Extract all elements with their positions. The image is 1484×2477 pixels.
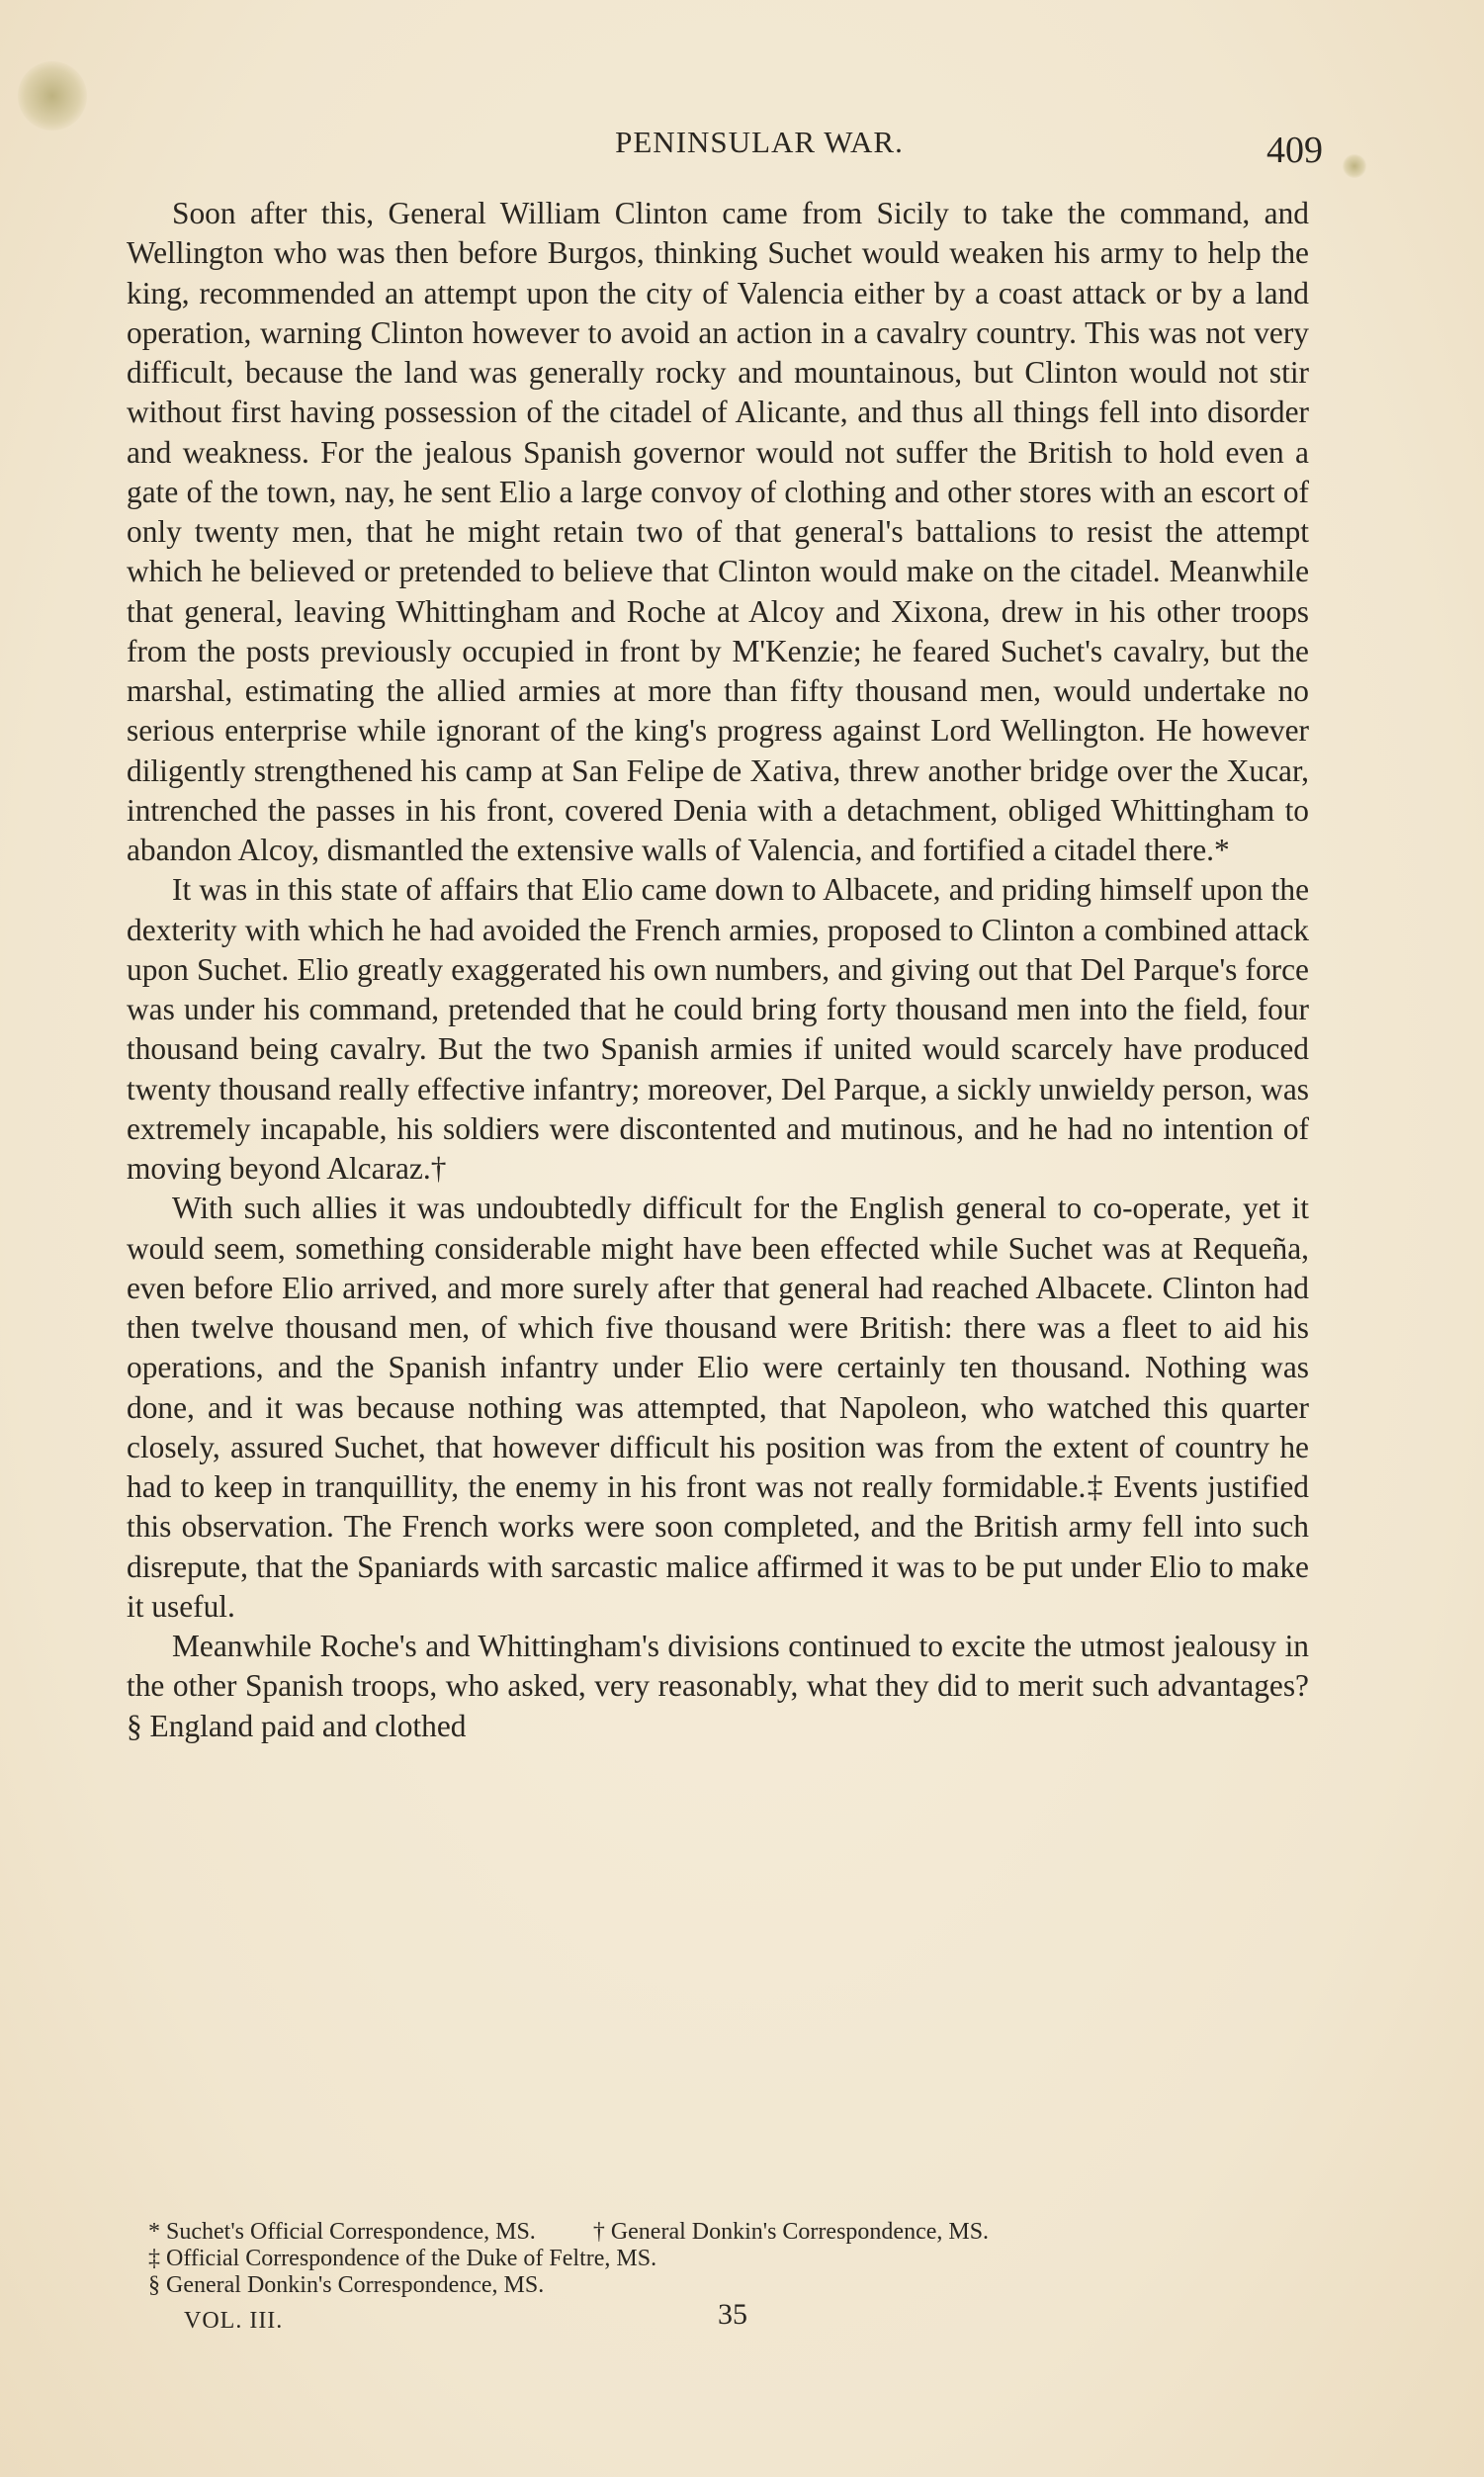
footnote-donkin-1: † General Donkin's Correspondence, MS. bbox=[592, 2219, 990, 2245]
paragraph-clinton-arrival: Soon after this, General William Clinton came from Sicily to take the command, and Wellington who was then before Burgos, thinking Suchet would weaken his army to help the king, recommended an attempt upon the city of Valencia either by a coast attack or by a land operation, warning Clinton however to avoid an action in a cavalry country. This was not very difficult, because the land was generally rocky and mountainous, but Clinton would not stir without first having possession of the citadel of Alicante, and thus all things fell into disorder and weakness. For the jealous Spanish governor would not suffer the British to hold even a gate of the town, nay, he sent Elio a large convoy of clothing and other stores with an escort of only twenty men, that he might retain two of that general's battalions to resist the attempt which he believed or pretended to believe that Clinton would make on the citadel. Meanwhile that general, leaving Whittingham and Roche at Alcoy and Xixona, drew in his other troops from the posts previously occupied in front by M'Kenzie; he feared Suchet's cavalry, but the marshal, estimating the allied armies at more than fifty thousand men, would undertake no serious enterprise while ignorant of the king's progress against Lord Wellington. He however diligently strengthened his camp at San Felipe de Xativa, threw another bridge over the Xucar, intrenched the passes in his front, covered Denia with a detachment, obliged Whittingham to abandon Alcoy, dismantled the extensive walls of Valencia, and fortified a citadel there.* bbox=[127, 196, 1309, 867]
footnote-row bbox=[148, 2219, 1315, 2246]
footnotes bbox=[148, 2219, 1315, 2299]
body-text bbox=[127, 194, 1309, 1746]
signature-mark: 35 bbox=[718, 2298, 747, 2331]
footnote-suchet: * Suchet's Official Correspondence, MS. bbox=[148, 2219, 536, 2245]
footnote-donkin-2: § General Donkin's Correspondence, MS. bbox=[148, 2272, 545, 2298]
paragraph-cooperation: With such allies it was undoubtedly difficult for the English general to co-operate, yet it would seem, something considerable might have been effected while Suchet was at Requeña, even before Elio arrived, and more surely after that general had reached Albacete. Clinton had then twelve thousand men, of which five thousand were British: there was a fleet to aid his operations, and the Spanish infantry under Elio were certainly ten thousand. Nothing was done, and it was because nothing was attempted, that Napoleon, who watched this quarter closely, assured Suchet, that however difficult his position was from the extent of country he had to keep in tranquillity, the enemy in his front was not really formidable.‡ Events justified this observation. The French works were soon completed, and the British army fell into such disrepute, that the Spaniards with sarcastic malice affirmed it was to be put under Elio to make it useful. bbox=[127, 1191, 1309, 1624]
paper-stain-top-right bbox=[1343, 154, 1366, 178]
page-number: 409 bbox=[1266, 130, 1323, 171]
footnote-feltre: ‡ Official Correspondence of the Duke of Feltre, MS. bbox=[148, 2246, 657, 2271]
volume-label: VOL. III. bbox=[184, 2308, 284, 2334]
paper-stain-top-left bbox=[18, 61, 87, 131]
running-head bbox=[127, 125, 1323, 174]
paragraph-roche-whittingham: Meanwhile Roche's and Whittingham's divisions continued to excite the utmost jealousy in the other Spanish troops, who asked, very reasonably, what they did to merit such advantages?§ England paid and clothed bbox=[127, 1629, 1309, 1743]
paragraph-elio-albacete: It was in this state of affairs that Elio came down to Albacete, and priding himself upon the dexterity with which he had avoided the French armies, proposed to Clinton a combined attack upon Suchet. Elio greatly exaggerated his own numbers, and giving out that Del Parque's force was under his command, pretended that he could bring forty thousand men into the field, four thousand being cavalry. But the two Spanish armies if united would scarcely have produced twenty thousand really effective infantry; moreover, Del Parque, a sickly unwieldy person, was extremely incapable, his soldiers were discontented and mutinous, and he had no intention of moving beyond Alcaraz.† bbox=[127, 872, 1309, 1186]
running-head-title: PENINSULAR WAR. bbox=[615, 125, 904, 159]
page-footer bbox=[184, 2298, 876, 2344]
